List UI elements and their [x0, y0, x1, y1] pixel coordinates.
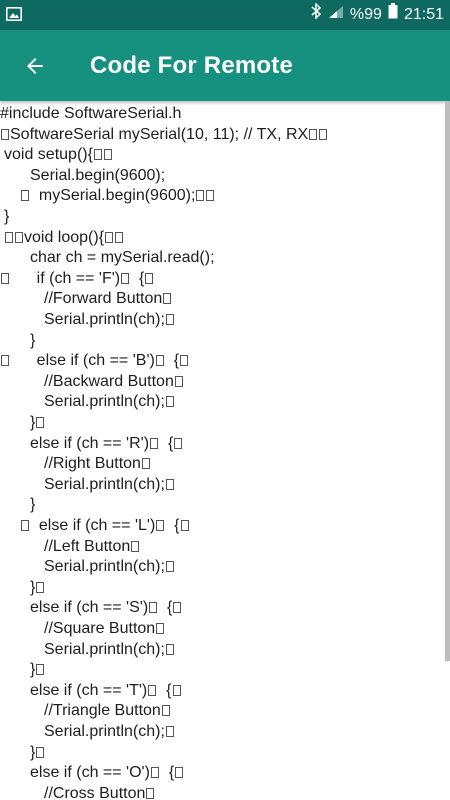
control-char-glyph [1, 355, 9, 366]
code-text: else if (ch == 'R') [30, 434, 150, 452]
control-char-glyph [166, 479, 174, 490]
control-char-glyph [166, 314, 174, 325]
code-text: //Cross Button [44, 784, 146, 800]
code-text: Serial.begin(9600); [30, 166, 166, 184]
code-line [0, 351, 189, 371]
battery-percent: %99 [349, 6, 382, 23]
code-line [44, 289, 172, 309]
code-brace: { [87, 146, 93, 164]
code-line [44, 784, 155, 800]
code-text: } [4, 208, 10, 225]
control-char-glyph [145, 273, 153, 284]
control-char-glyph [36, 664, 44, 675]
code-line [30, 495, 35, 515]
code-line [30, 413, 45, 433]
code-text: //Square Button [44, 620, 156, 637]
code-line [30, 166, 165, 186]
control-char-glyph [15, 232, 23, 243]
control-char-glyph [21, 520, 29, 531]
code-text: Serial.println(ch); [44, 640, 165, 658]
control-char-glyph [156, 520, 164, 531]
control-char-glyph [319, 129, 327, 140]
code-line [44, 454, 151, 474]
control-char-glyph [1, 129, 9, 140]
code-text: Serial.println(ch); [44, 723, 165, 740]
control-char-glyph [206, 190, 214, 201]
code-brace: { [158, 599, 173, 617]
control-char-glyph [196, 190, 204, 201]
control-char-glyph [174, 438, 182, 449]
code-line [20, 516, 190, 536]
code-text: void loop() [24, 228, 99, 246]
code-text: //Left Button [44, 537, 131, 555]
code-line [44, 722, 175, 742]
code-text: else if (ch == 'O') [30, 764, 150, 782]
code-text: char ch = mySerial.read(); [30, 249, 215, 267]
code-line [44, 392, 175, 412]
code-text: else if (ch == 'B') [10, 352, 155, 370]
code-text: else if (ch == 'T') [30, 681, 148, 699]
code-line [44, 372, 184, 392]
control-char-glyph [166, 396, 174, 407]
control-char-glyph [156, 355, 164, 366]
code-line [4, 207, 9, 227]
code-line [30, 681, 182, 701]
code-text: } [30, 578, 36, 596]
control-char-glyph [36, 582, 44, 593]
gallery-notification-icon [6, 7, 22, 26]
status-bar [0, 0, 450, 30]
code-line [30, 331, 35, 351]
code-brace: { [98, 228, 105, 246]
control-char-glyph [121, 273, 129, 284]
bluetooth-icon [310, 0, 322, 30]
control-char-glyph [5, 232, 13, 243]
code-text: Serial.println(ch); [44, 475, 165, 493]
back-button[interactable] [16, 47, 54, 85]
code-text: } [30, 661, 36, 679]
code-line [44, 475, 175, 495]
control-char-glyph [94, 149, 102, 160]
control-char-glyph [104, 149, 112, 160]
back-arrow-icon [23, 54, 47, 78]
code-brace: { [159, 434, 174, 452]
control-char-glyph [146, 788, 154, 799]
signal-icon [328, 0, 344, 30]
code-text: else if (ch == 'S') [30, 599, 149, 617]
code-text: if (ch == 'F') [10, 269, 121, 287]
code-line [44, 557, 175, 577]
code-line [0, 104, 181, 124]
clock: 21:51 [403, 6, 444, 23]
code-brace: { [164, 352, 180, 370]
code-view[interactable] [0, 101, 450, 800]
control-char-glyph [142, 458, 150, 469]
status-indicators [310, 0, 444, 30]
control-char-glyph [150, 438, 158, 449]
control-char-glyph [173, 685, 181, 696]
control-char-glyph [131, 541, 139, 552]
control-char-glyph [162, 705, 170, 716]
code-line [4, 228, 124, 248]
control-char-glyph [115, 232, 123, 243]
code-line [30, 660, 45, 680]
code-line [30, 248, 215, 268]
control-char-glyph [181, 520, 189, 531]
code-line [44, 310, 175, 330]
scrollbar[interactable] [445, 101, 450, 661]
code-text: Serial.println(ch); [44, 558, 165, 576]
code-text: } [30, 331, 36, 349]
code-line [30, 578, 45, 598]
code-brace: { [165, 517, 180, 534]
code-brace: { [130, 269, 145, 287]
code-line [30, 434, 183, 454]
control-char-glyph [1, 273, 9, 284]
code-text: //Forward Button [44, 290, 163, 308]
code-line [20, 186, 215, 206]
code-text: Serial.println(ch); [44, 311, 165, 328]
control-char-glyph [149, 602, 157, 613]
control-char-glyph [166, 726, 174, 737]
code-text: //Backward Button [44, 372, 174, 390]
code-line [0, 125, 328, 145]
control-char-glyph [105, 232, 113, 243]
control-char-glyph [166, 561, 174, 572]
code-line [0, 269, 154, 289]
code-line [44, 619, 165, 639]
code-text: } [30, 414, 36, 431]
code-brace: { [157, 681, 172, 699]
control-char-glyph [21, 190, 29, 201]
control-char-glyph [163, 293, 171, 304]
code-text: } [30, 496, 36, 514]
code-text: else if (ch == 'L') [30, 517, 156, 534]
code-text: void setup() [4, 146, 88, 164]
code-text: Serial.println(ch); [44, 393, 165, 411]
control-char-glyph [173, 602, 181, 613]
code-text: #include SoftwareSerial.h [0, 105, 182, 122]
code-text: //Right Button [44, 455, 141, 473]
control-char-glyph [148, 685, 156, 696]
code-brace: { [159, 764, 175, 782]
code-text: //Triangle Button [44, 702, 161, 720]
control-char-glyph [36, 417, 44, 428]
app-bar [0, 30, 450, 101]
code-text: } [30, 743, 36, 761]
control-char-glyph [180, 355, 188, 366]
control-char-glyph [156, 623, 164, 634]
code-line [44, 701, 171, 721]
control-char-glyph [175, 376, 183, 387]
control-char-glyph [151, 767, 159, 778]
control-char-glyph [309, 129, 317, 140]
battery-icon [388, 0, 398, 30]
control-char-glyph [166, 644, 174, 655]
code-line [4, 145, 113, 165]
code-line [30, 598, 182, 618]
control-char-glyph [36, 747, 44, 758]
code-text: SoftwareSerial mySerial(10, 11); // TX, RX [10, 125, 309, 143]
code-line [44, 537, 140, 557]
code-line [44, 640, 175, 660]
code-line [30, 743, 45, 763]
code-text: mySerial.begin(9600); [30, 187, 196, 205]
code-line [30, 763, 184, 783]
control-char-glyph [175, 767, 183, 778]
page-title: Code For Remote [90, 52, 294, 79]
